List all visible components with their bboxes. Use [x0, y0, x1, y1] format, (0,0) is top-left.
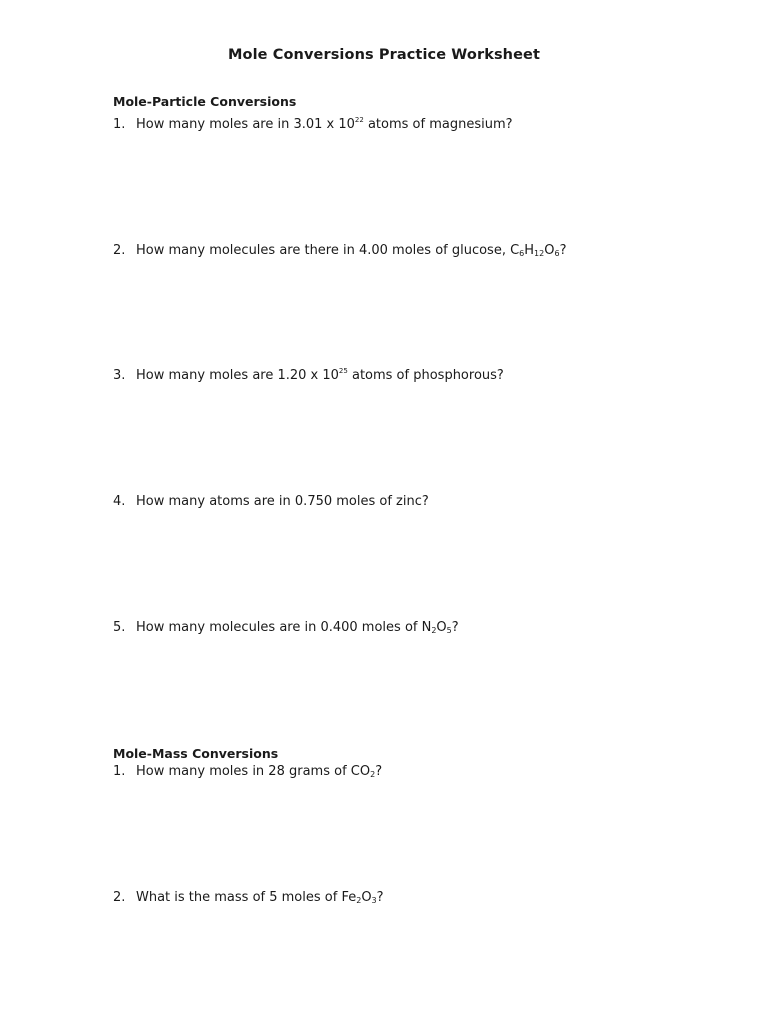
text-run: H: [524, 243, 535, 258]
text-run: How many molecules are in 0.400 moles of N: [136, 620, 432, 635]
text-run: How many moles in 28 grams of CO: [136, 764, 371, 779]
page-title: Mole Conversions Practice Worksheet: [228, 47, 540, 63]
text-run: How many molecules are there in 4.00 moles of glucose, C: [136, 243, 520, 258]
question-number: 4.: [113, 494, 126, 509]
subscript: 6: [554, 249, 560, 258]
text-run: atoms of phosphorous?: [347, 368, 504, 383]
question-item: [113, 764, 382, 779]
subscript: 12: [534, 249, 545, 258]
text-run: How many moles are in 3.01 x 10: [136, 117, 355, 132]
text-run: ?: [375, 764, 383, 779]
question-number: 2.: [113, 243, 126, 258]
question-item: [113, 620, 459, 635]
text-run: How many moles are 1.20 x 10: [136, 368, 339, 383]
question-text: [136, 243, 566, 258]
question-number: 1.: [113, 117, 126, 132]
section-heading-mole-particle: Mole-Particle Conversions: [113, 94, 297, 109]
subscript: 6: [519, 249, 525, 258]
subscript: 5: [446, 626, 452, 635]
question-item: [113, 243, 566, 258]
superscript: 25: [338, 367, 348, 375]
question-item: [113, 890, 384, 905]
question-text: [136, 764, 382, 779]
question-text: [136, 890, 384, 905]
subscript: 2: [370, 770, 376, 779]
superscript: 22: [354, 116, 364, 124]
section-heading-mole-mass: Mole-Mass Conversions: [113, 746, 279, 761]
question-item: [113, 117, 513, 132]
question-number: 2.: [113, 890, 126, 905]
question-text: [136, 494, 429, 509]
question-number: 1.: [113, 764, 126, 779]
question-item: [113, 494, 429, 509]
text-run: ?: [559, 243, 567, 258]
question-number: 5.: [113, 620, 126, 635]
text-run: What is the mass of 5 moles of Fe: [136, 890, 357, 905]
text-run: atoms of magnesium?: [363, 117, 513, 132]
subscript: 2: [356, 896, 362, 905]
text-run: O: [361, 890, 372, 905]
text-run: How many atoms are in 0.750 moles of zinc?: [136, 494, 429, 509]
text-run: O: [436, 620, 447, 635]
subscript: 3: [371, 896, 377, 905]
text-run: O: [544, 243, 555, 258]
question-text: [136, 620, 459, 635]
subscript: 2: [431, 626, 437, 635]
question-text: [136, 368, 504, 383]
text-run: ?: [451, 620, 459, 635]
text-run: ?: [376, 890, 384, 905]
question-text: [136, 117, 513, 132]
question-item: [113, 368, 504, 383]
question-number: 3.: [113, 368, 126, 383]
